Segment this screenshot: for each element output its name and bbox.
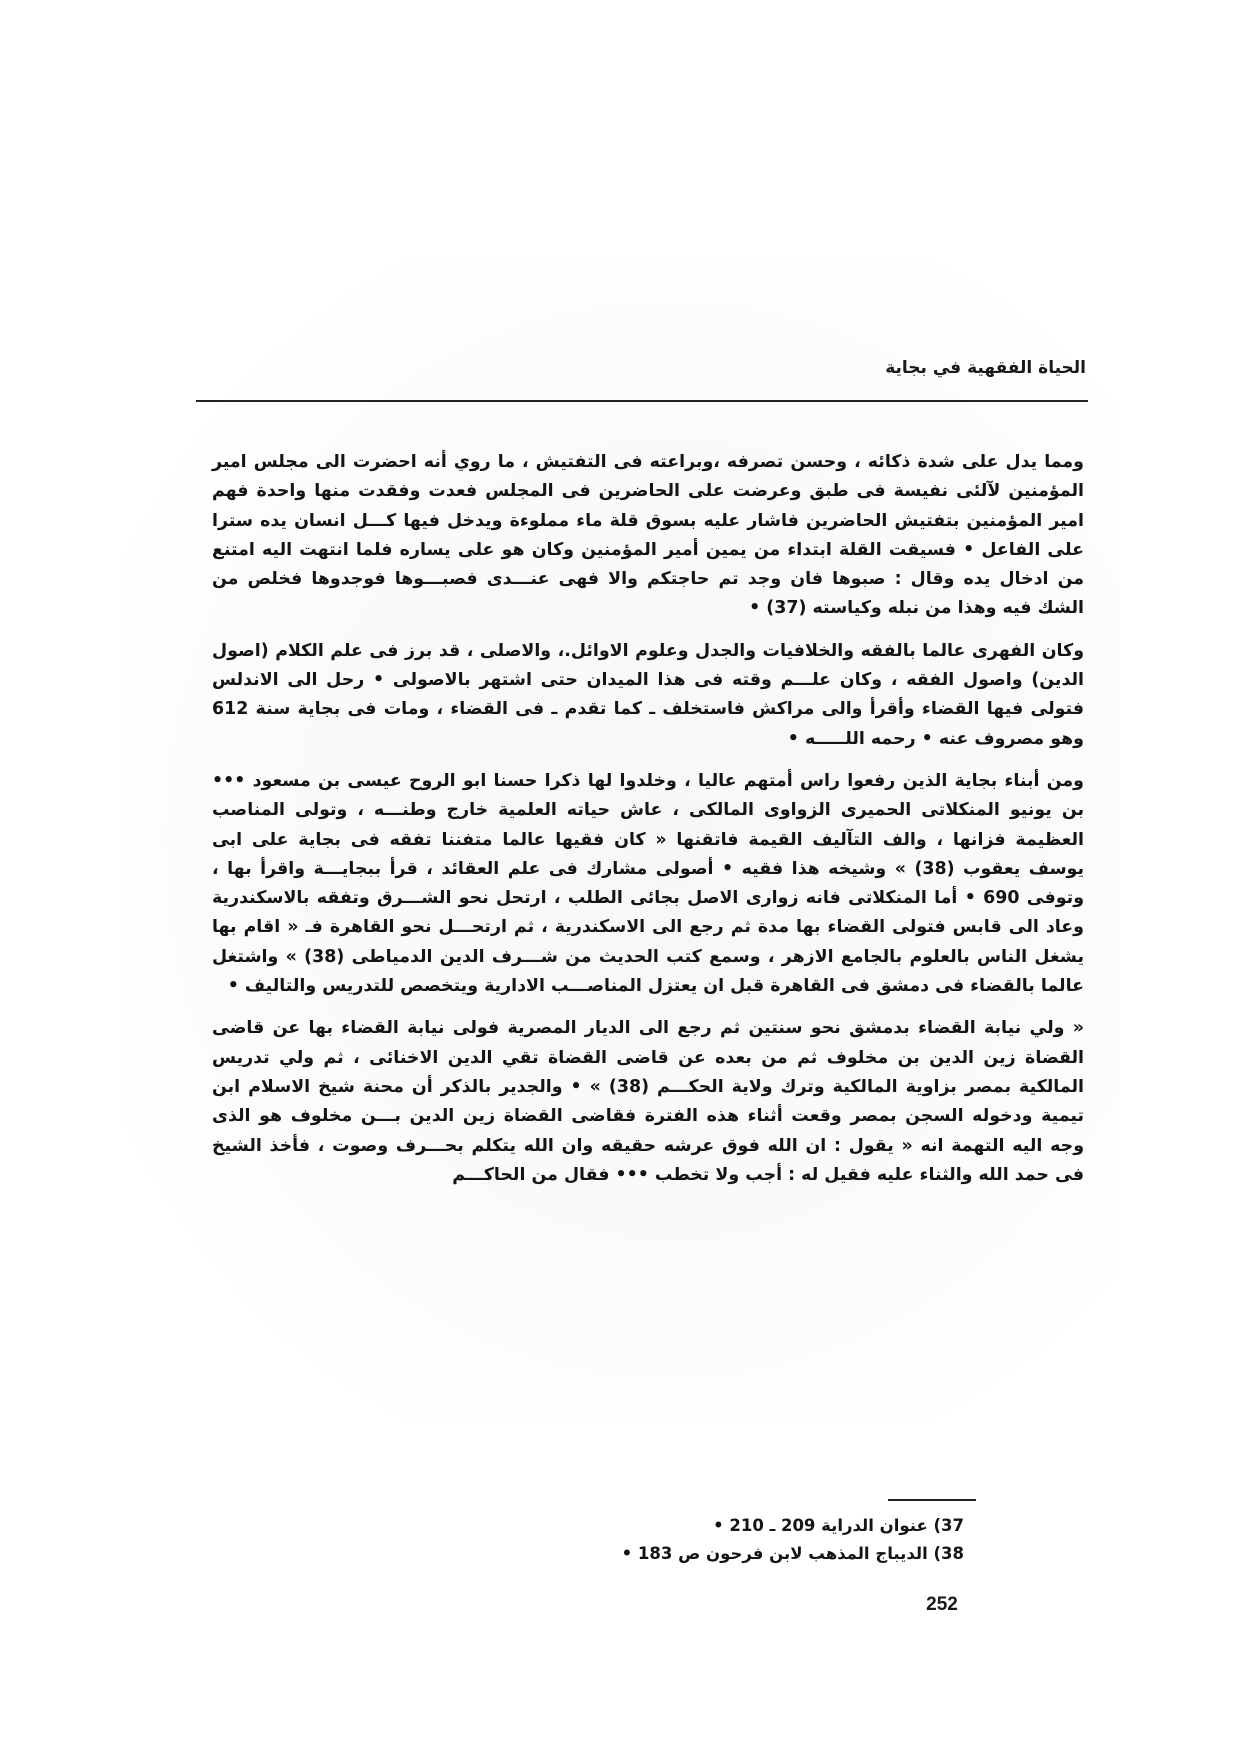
page-number: 252 bbox=[926, 1594, 958, 1615]
footnote-38: 38) الديباج المذهب لابن فرحون ص 183 • bbox=[621, 1544, 964, 1563]
header-rule bbox=[196, 400, 1088, 402]
body-text bbox=[212, 448, 1084, 1190]
running-header: الحياة الفقهية في بجاية bbox=[885, 358, 1086, 378]
paragraph-3: ومن أبناء بجاية الذين رفعوا راس أمتهم عاليا ، وخلدوا لها ذكرا حسنا ابو الروح عيسى بن مسعود ••• بن يونيو المنكلاتى الحميرى الزواوى المالكى ، عاش حياته العلمية خارج وطنـــه ، وتولى المناصب العظيمة فزانها ، والف التآليف القيمة فاتقنها « كان فقيها عالما متفننا تفقه فى بجاية على ابى يوسف يعقوب (38) » وشيخه هذا فقيه • أصولى مشارك فى علم العقائد ، قرأ ببجايـــة واقرأ بها ، وتوفى 690 • أما المنكلاتى فانه زوارى الاصل بجائى الطلب ، ارتحل نحو الشـــرق وتفقه بالاسكندرية وعاد الى قابس فتولى القضاء بها مدة ثم رجع الى الاسكندرية ، ثم ارتحـــل نحو القاهرة فـ « اقام بها يشغل الناس بالعلوم بالجامع الازهر ، وسمع كتب الحديث من شـــرف الدين الدمياطى (38) » واشتغل عالما بالقضاء فى دمشق فى القاهرة قبل ان يعتزل المناصـــب الادارية ويتخصص للتدريس والتاليف • bbox=[212, 770, 1085, 997]
paragraph-4: « ولي نيابة القضاء بدمشق نحو سنتين ثم رجع الى الديار المصرية فولى نيابة القضاء بها عن قاضى القضاة زين الدين بن مخلوف ثم من بعده عن قاضى القضاة تقي الدين الاخنائى ، ثم ولي تدريس المالكية بمصر بزاوية المالكية وترك ولاية الحكـــم (38) » • والجدير بالذكر أن محنة شيخ الاسلام ابن تيمية ودخوله السجن بمصر وقعت أثناء هذه الفترة فقاضى القضاة زين الدين بـــن مخلوف هو الذى وجه اليه التهمة انه « يقول : ان الله فوق عرشه حقيقه وان الله يتكلم بحـــرف وصوت ، فأخذ الشيخ فى حمد الله والثناء عليه فقيل له : أجب ولا تخطب ••• فقال من الحاكـــم bbox=[212, 1018, 1084, 1185]
footnote-rule bbox=[888, 1499, 976, 1501]
footnote-37: 37) عنوان الدراية 209 ـ 210 • bbox=[713, 1516, 964, 1535]
paragraph-1: ومما يدل على شدة ذكائه ، وحسن تصرفه ،وبراعته فى التفتيش ، ما روي أنه احضرت الى مجلس امير المؤمنين لآلئى نفيسة فى طبق وعرضت على الحاضرين فى المجلس فعدت وفقدت منها واحدة فهم امير المؤمنين بتفتيش الحاضرين فاشار عليه بسوق قلة ماء مملوءة ويدخل فيها كـــل انسان يده سترا على الفاعل • فسيقت القلة ابتداء من يمين أمير المؤمنين وكان هو على يساره فلما انتهت اليه امتنع من ادخال يده وقال : صبوها فان وجد تم حاجتكم والا فهى عنـــدى فصبـــوها فوجدوها فخلص من الشك فيه وهذا من نبله وكياسته (37) • bbox=[212, 452, 1084, 619]
paragraph-2: وكان الفهرى عالما بالفقه والخلافيات والجدل وعلوم الاوائل.، والاصلى ، قد برز فى علم الكلام (اصول الدين) واصول الفقه ، وكان علـــم وقته فى هذا الميدان حتى اشتهر بالاصولى • رحل الى الاندلس فتولى فيها القضاء وأقرأ والى مراكش فاستخلف ـ كما تقدم ـ فى القضاء ، ومات فى بجاية سنة 612 وهو مصروف عنه • رحمه اللـــــه • bbox=[212, 640, 1084, 749]
footnotes bbox=[500, 1512, 964, 1568]
